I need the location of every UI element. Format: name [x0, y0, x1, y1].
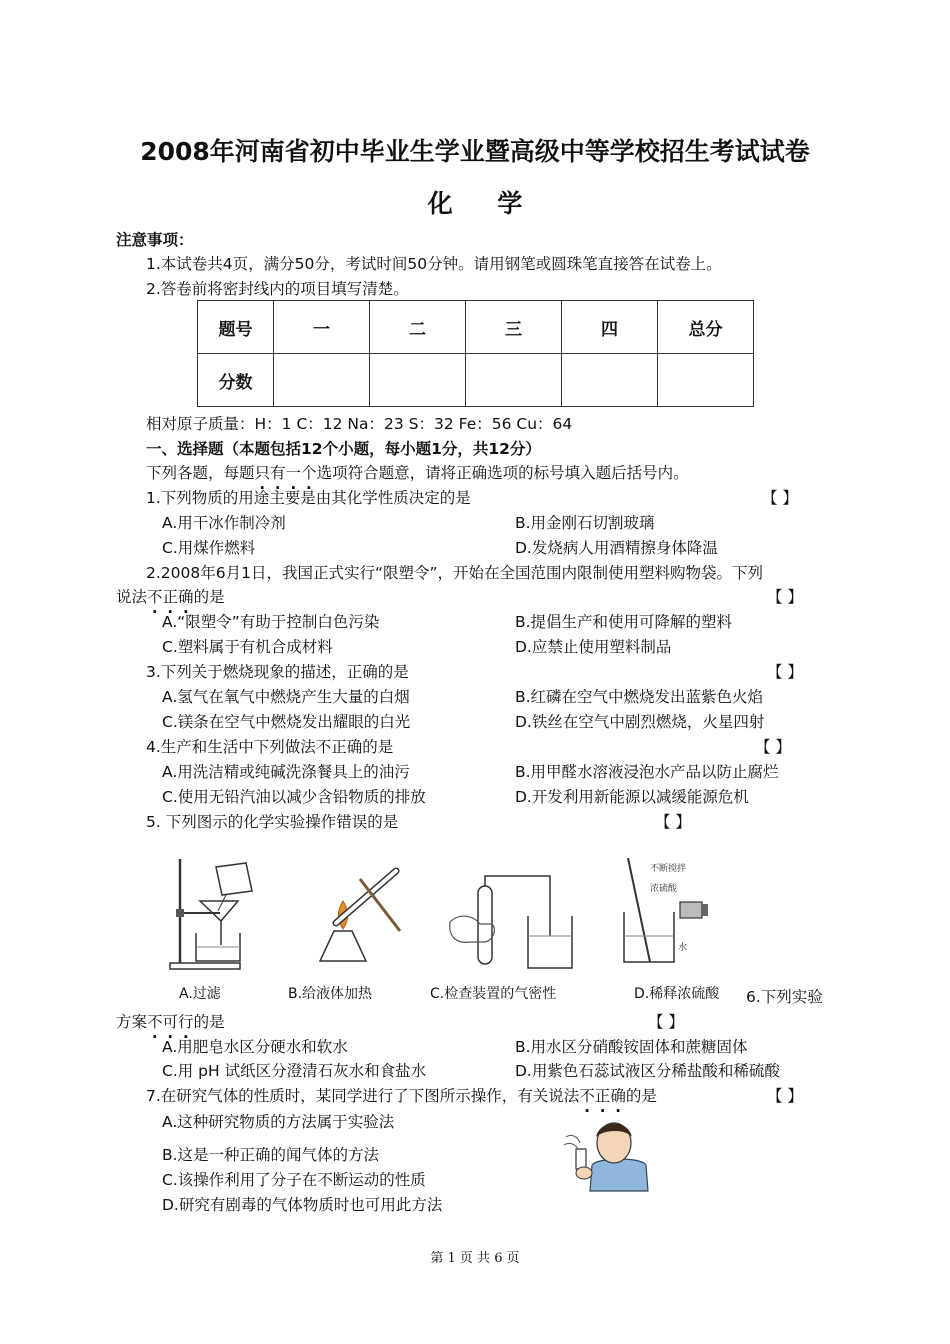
score-table-header-row — [198, 301, 754, 354]
exam-title: 2008年河南省初中毕业生学业暨高级中等学校招生考试试卷 — [140, 137, 810, 166]
option-d: D.铁丝在空气中剧烈燃烧，火星四射 — [515, 713, 765, 731]
option-b: B.提倡生产和使用可降解的塑料 — [515, 613, 733, 631]
stem-emphasis: 不正确 — [579, 1087, 626, 1105]
figure-caption-a: A.过滤 — [179, 986, 221, 1002]
score-cell — [658, 354, 754, 407]
option-b: B.用水区分硝酸铵固体和蔗糖固体 — [515, 1038, 748, 1056]
filtration-apparatus-figure — [160, 855, 260, 973]
heating-liquid-figure — [300, 865, 410, 977]
instruction-text: 选项符合题意，请将正确选项的标号填入题后括号内。 — [316, 464, 689, 482]
stem-text: 方案 — [116, 1013, 148, 1031]
note-item-2: 2.答卷前将密封线内的项目填写清楚。 — [146, 280, 409, 298]
table-header-cell: 二 — [370, 301, 466, 354]
stem-text: 7.在研究气体的性质时，某同学进行了下图所示操作，有关说法 — [146, 1087, 580, 1105]
answer-bracket: 【 】 — [767, 663, 803, 681]
stem-text: 的是 — [193, 1013, 225, 1031]
question-2-stem: 2.2008年6月1日，我国正式实行“限塑令”，开始在全国范围内限制使用塑料购物袋。下列 — [146, 564, 764, 582]
option-c: C.该操作利用了分子在不断运动的性质 — [162, 1171, 426, 1189]
answer-bracket: 【 】 — [762, 489, 798, 507]
option-c: C.用 pH 试纸区分澄清石灰水和食盐水 — [162, 1062, 427, 1080]
notes-heading: 注意事项： — [116, 231, 194, 249]
option-b: B.用甲醛水溶液浸泡水产品以防止腐烂 — [515, 763, 779, 781]
table-header-cell: 总分 — [658, 301, 754, 354]
score-cell — [274, 354, 370, 407]
section1-heading: 一、选择题（本题包括12个小题，每小题1分，共12分） — [146, 440, 541, 458]
option-b: B.红磷在空气中燃烧发出蓝紫色火焰 — [515, 688, 764, 706]
stem-text: 的是 — [193, 588, 225, 606]
option-d: D.应禁止使用塑料制品 — [515, 638, 672, 656]
stem-emphasis: 不正确 — [147, 588, 194, 606]
option-a: A.这种研究物质的方法属于实验法 — [162, 1113, 395, 1131]
atomic-masses: 相对原子质量：H：1 C：12 Na：23 S：32 Fe：56 Cu：64 — [146, 415, 573, 433]
section1-instruction — [146, 461, 689, 483]
score-table-score-row — [198, 354, 754, 407]
answer-bracket: 【 】 — [767, 1087, 803, 1105]
answer-bracket: 【 】 — [755, 738, 791, 756]
question-1-stem: 1.下列物质的用途主要是由其化学性质决定的是 — [146, 489, 471, 507]
subject-title: 化 学 — [427, 189, 541, 218]
fig-label: 浓硫酸 — [650, 884, 678, 894]
question-7-stem — [146, 1084, 657, 1106]
score-cell — [466, 354, 562, 407]
option-a: A.用干冰作制冷剂 — [162, 514, 286, 532]
stem-text: 的是 — [625, 1087, 657, 1105]
option-b: B.这是一种正确的闻气体的方法 — [162, 1146, 380, 1164]
figure-caption-d: D.稀释浓硫酸 — [634, 986, 720, 1002]
option-d: D.用紫色石蕊试液区分稀盐酸和稀硫酸 — [515, 1062, 780, 1080]
question-6-stem-cont — [116, 1010, 225, 1032]
figure-caption-c: C.检查装置的气密性 — [430, 986, 557, 1002]
option-c: C.使用无铅汽油以减少含铅物质的排放 — [162, 788, 426, 806]
table-header-cell: 四 — [562, 301, 658, 354]
option-b: B.用金刚石切割玻璃 — [515, 514, 655, 532]
instruction-text: 下列各题，每题 — [146, 464, 255, 482]
student-smelling-gas-figure — [562, 1115, 652, 1195]
question-5-stem: 5. 下列图示的化学实验操作错误的是 — [146, 813, 399, 831]
option-d: D.发烧病人用酒精擦身体降温 — [515, 539, 718, 557]
option-d: D.开发利用新能源以减缓能源危机 — [515, 788, 749, 806]
option-c: C.镁条在空气中燃烧发出耀眼的白光 — [162, 713, 411, 731]
question-3-stem: 3.下列关于燃烧现象的描述，正确的是 — [146, 663, 409, 681]
table-header-cell: 三 — [466, 301, 562, 354]
option-d: D.研究有剧毒的气体物质时也可用此方法 — [162, 1196, 443, 1214]
option-a: A.用肥皂水区分硬水和软水 — [162, 1038, 348, 1056]
figure-caption-b: B.给液体加热 — [288, 986, 373, 1002]
table-header-cell: 题号 — [198, 301, 274, 354]
score-cell — [562, 354, 658, 407]
stem-text: 说法 — [116, 588, 148, 606]
score-table — [197, 300, 754, 407]
option-a: A.“限塑令”有助于控制白色污染 — [162, 613, 380, 631]
answer-bracket: 【 】 — [648, 1013, 684, 1031]
stem-emphasis: 不可行 — [147, 1013, 194, 1031]
option-c: C.用煤作燃料 — [162, 539, 256, 557]
question-6-stem: 6.下列实验 — [746, 988, 823, 1006]
option-c: C.塑料属于有机合成材料 — [162, 638, 333, 656]
score-cell — [370, 354, 466, 407]
fig-label: 不断搅拌 — [650, 864, 687, 874]
dilute-sulfuric-acid-figure — [620, 858, 730, 970]
answer-bracket: 【 】 — [767, 588, 803, 606]
fig-label: 水 — [678, 943, 688, 953]
table-row-label: 分数 — [198, 354, 274, 407]
option-a: A.氢气在氧气中燃烧产生大量的白烟 — [162, 688, 410, 706]
instruction-emphasis: 只有一个 — [254, 464, 317, 482]
question-4-stem: 4.生产和生活中下列做法不正确的是 — [146, 738, 394, 756]
table-header-cell: 一 — [274, 301, 370, 354]
answer-bracket: 【 】 — [655, 813, 691, 831]
page-footer: 第 1 页 共 6 页 — [430, 1251, 520, 1266]
note-item-1: 1.本试卷共4页，满分50分，考试时间50分钟。请用钢笔或圆珠笔直接答在试卷上。 — [146, 255, 722, 273]
airtightness-check-figure — [440, 872, 580, 972]
option-a: A.用洗洁精或纯碱洗涤餐具上的油污 — [162, 763, 410, 781]
question-2-stem-cont — [116, 585, 225, 607]
